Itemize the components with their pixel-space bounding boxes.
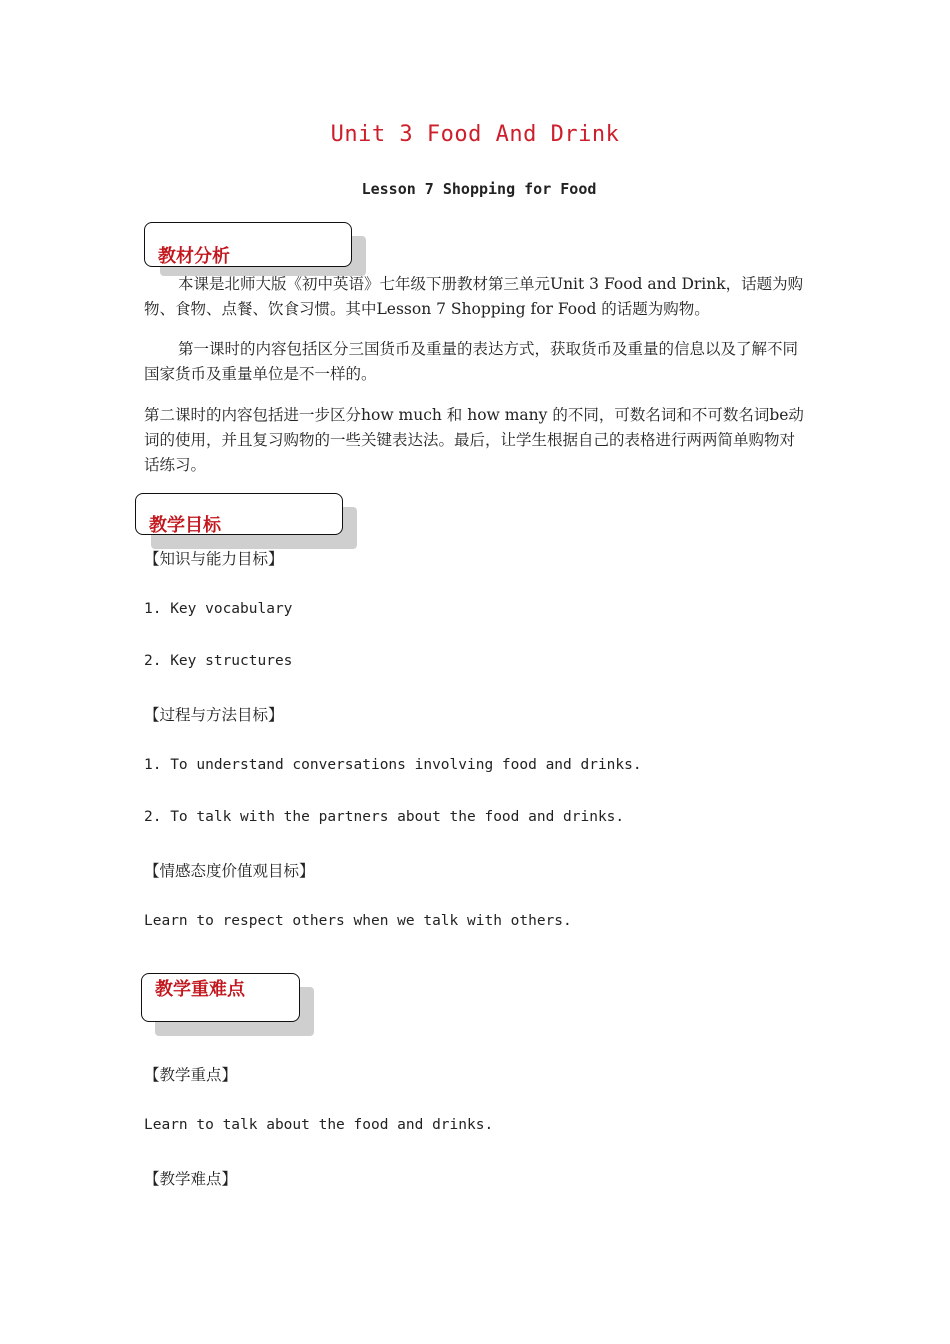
analysis-paragraph-3: 第二课时的内容包括进一步区分how much 和 how many 的不同，可数名词和不可数名词be动词的使用，并且复习购物的一些关键表达法。最后，让学生根据自己的表格进行两两简单购物对话练习。 <box>144 406 804 474</box>
knowledge-goals-heading: 【知识与能力目标】 <box>144 550 284 568</box>
section-heading-box-keypoints <box>141 973 314 1036</box>
focus-heading: 【教学重点】 <box>144 1066 238 1084</box>
section-heading-goals: 教学目标 <box>149 515 221 536</box>
emotion-goals-heading: 【情感态度价值观目标】 <box>144 862 315 880</box>
analysis-paragraph-1: 本课是北师大版《初中英语》七年级下册教材第三单元Unit 3 Food and Drink，话题为购物、食物、点餐、饮食习惯。其中Lesson 7 Shopping for Food 的话题为购物。 <box>144 275 804 318</box>
section-heading-box-analysis <box>144 222 366 276</box>
section-heading-analysis: 教材分析 <box>158 246 230 267</box>
process-goals-heading: 【过程与方法目标】 <box>144 706 284 724</box>
lesson-title: Lesson 7 Shopping for Food <box>361 180 597 198</box>
focus-text: Learn to talk about the food and drinks. <box>144 1117 494 1133</box>
emotion-goal-text: Learn to respect others when we talk with others. <box>144 913 572 929</box>
knowledge-item-2: 2. Key structures <box>144 653 293 669</box>
section-heading-keypoints: 教学重难点 <box>155 979 245 1000</box>
knowledge-item-1: 1. Key vocabulary <box>144 601 293 617</box>
page-title: Unit 3 Food And Drink <box>330 122 620 147</box>
section-heading-box-goals <box>135 493 357 549</box>
difficulty-heading: 【教学难点】 <box>144 1170 238 1188</box>
analysis-paragraph-2: 第一课时的内容包括区分三国货币及重量的表达方式，获取货币及重量的信息以及了解不同国家货币及重量单位是不一样的。 <box>144 340 799 383</box>
process-item-2: 2. To talk with the partners about the food and drinks. <box>144 809 625 825</box>
process-item-1: 1. To understand conversations involving food and drinks. <box>144 757 642 773</box>
